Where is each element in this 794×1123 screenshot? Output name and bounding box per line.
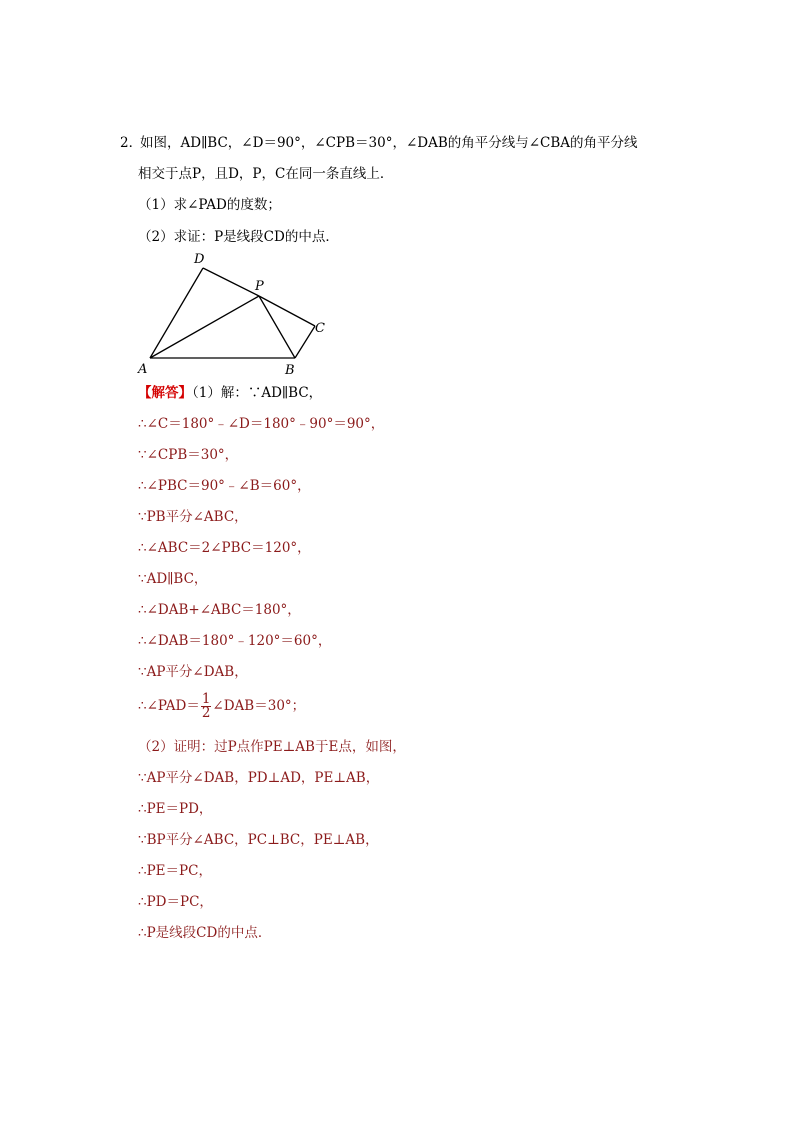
segment-bc [295,326,315,358]
solution-proof-step: （2）证明：过P点作PE⊥AB于E点，如图， [138,739,406,755]
solution-proof-step: ∴P是线段CD的中点． [138,925,272,941]
problem-number: 2． [120,135,143,151]
solution-step: ∵PB平分∠ABC， [138,509,248,525]
one-half-fraction [201,693,212,720]
solution-tag: 【解答】 [138,385,192,401]
solution-step: ∴∠ABC＝2∠PBC＝120°， [138,540,311,556]
geometry-figure [130,250,350,380]
solution-first-line: （1）解：∵AD∥BC， [192,385,323,401]
segment-ap [150,296,259,358]
fraction-line-before: ∴∠PAD＝ [138,698,200,714]
solution-fraction-line [138,692,305,720]
solution-proof-step: ∴PE＝PC， [138,863,212,879]
problem-line-1: 如图，AD∥BC，∠D＝90°，∠CPB＝30°，∠DAB的角平分线与∠CBA的角平分线 [140,135,638,151]
solution-header [138,384,322,402]
label-a: A [138,362,148,377]
solution-proof-step: ∵AP平分∠DAB，PD⊥AD，PE⊥AB， [138,770,380,786]
label-b: B [285,363,295,378]
problem-part-1: （1）求∠PAD的度数； [138,197,281,213]
solution-step: ∴∠PBC＝90°﹣∠B＝60°， [138,478,311,494]
problem-line-2: 相交于点P，且D，P，C在同一条直线上． [138,166,394,182]
solution-step: ∵AD∥BC， [138,571,208,587]
solution-step: ∵AP平分∠DAB， [138,664,248,680]
segment-ad [150,268,203,358]
label-d: D [194,252,205,267]
fraction-line-after: ∠DAB＝30°； [212,698,306,714]
problem-part-2: （2）求证：P是线段CD的中点． [138,229,339,245]
label-c: C [315,321,325,336]
solution-step: ∴∠DAB＝180°﹣120°＝60°， [138,633,332,649]
solution-proof-step: ∴PE＝PD， [138,801,213,817]
solution-step: ∵∠CPB＝30°， [138,447,239,463]
fraction-numerator: 1 [201,691,211,707]
label-p: P [255,279,264,294]
solution-proof-step: ∴PD＝PC， [138,894,213,910]
solution-proof-step: ∵BP平分∠ABC，PC⊥BC，PE⊥AB， [138,832,379,848]
solution-step: ∴∠C＝180°﹣∠D＝180°﹣90°＝90°， [138,416,385,432]
fraction-denominator: 2 [201,705,211,721]
solution-step: ∴∠DAB+∠ABC＝180°， [138,602,301,618]
segment-dp [203,268,259,296]
